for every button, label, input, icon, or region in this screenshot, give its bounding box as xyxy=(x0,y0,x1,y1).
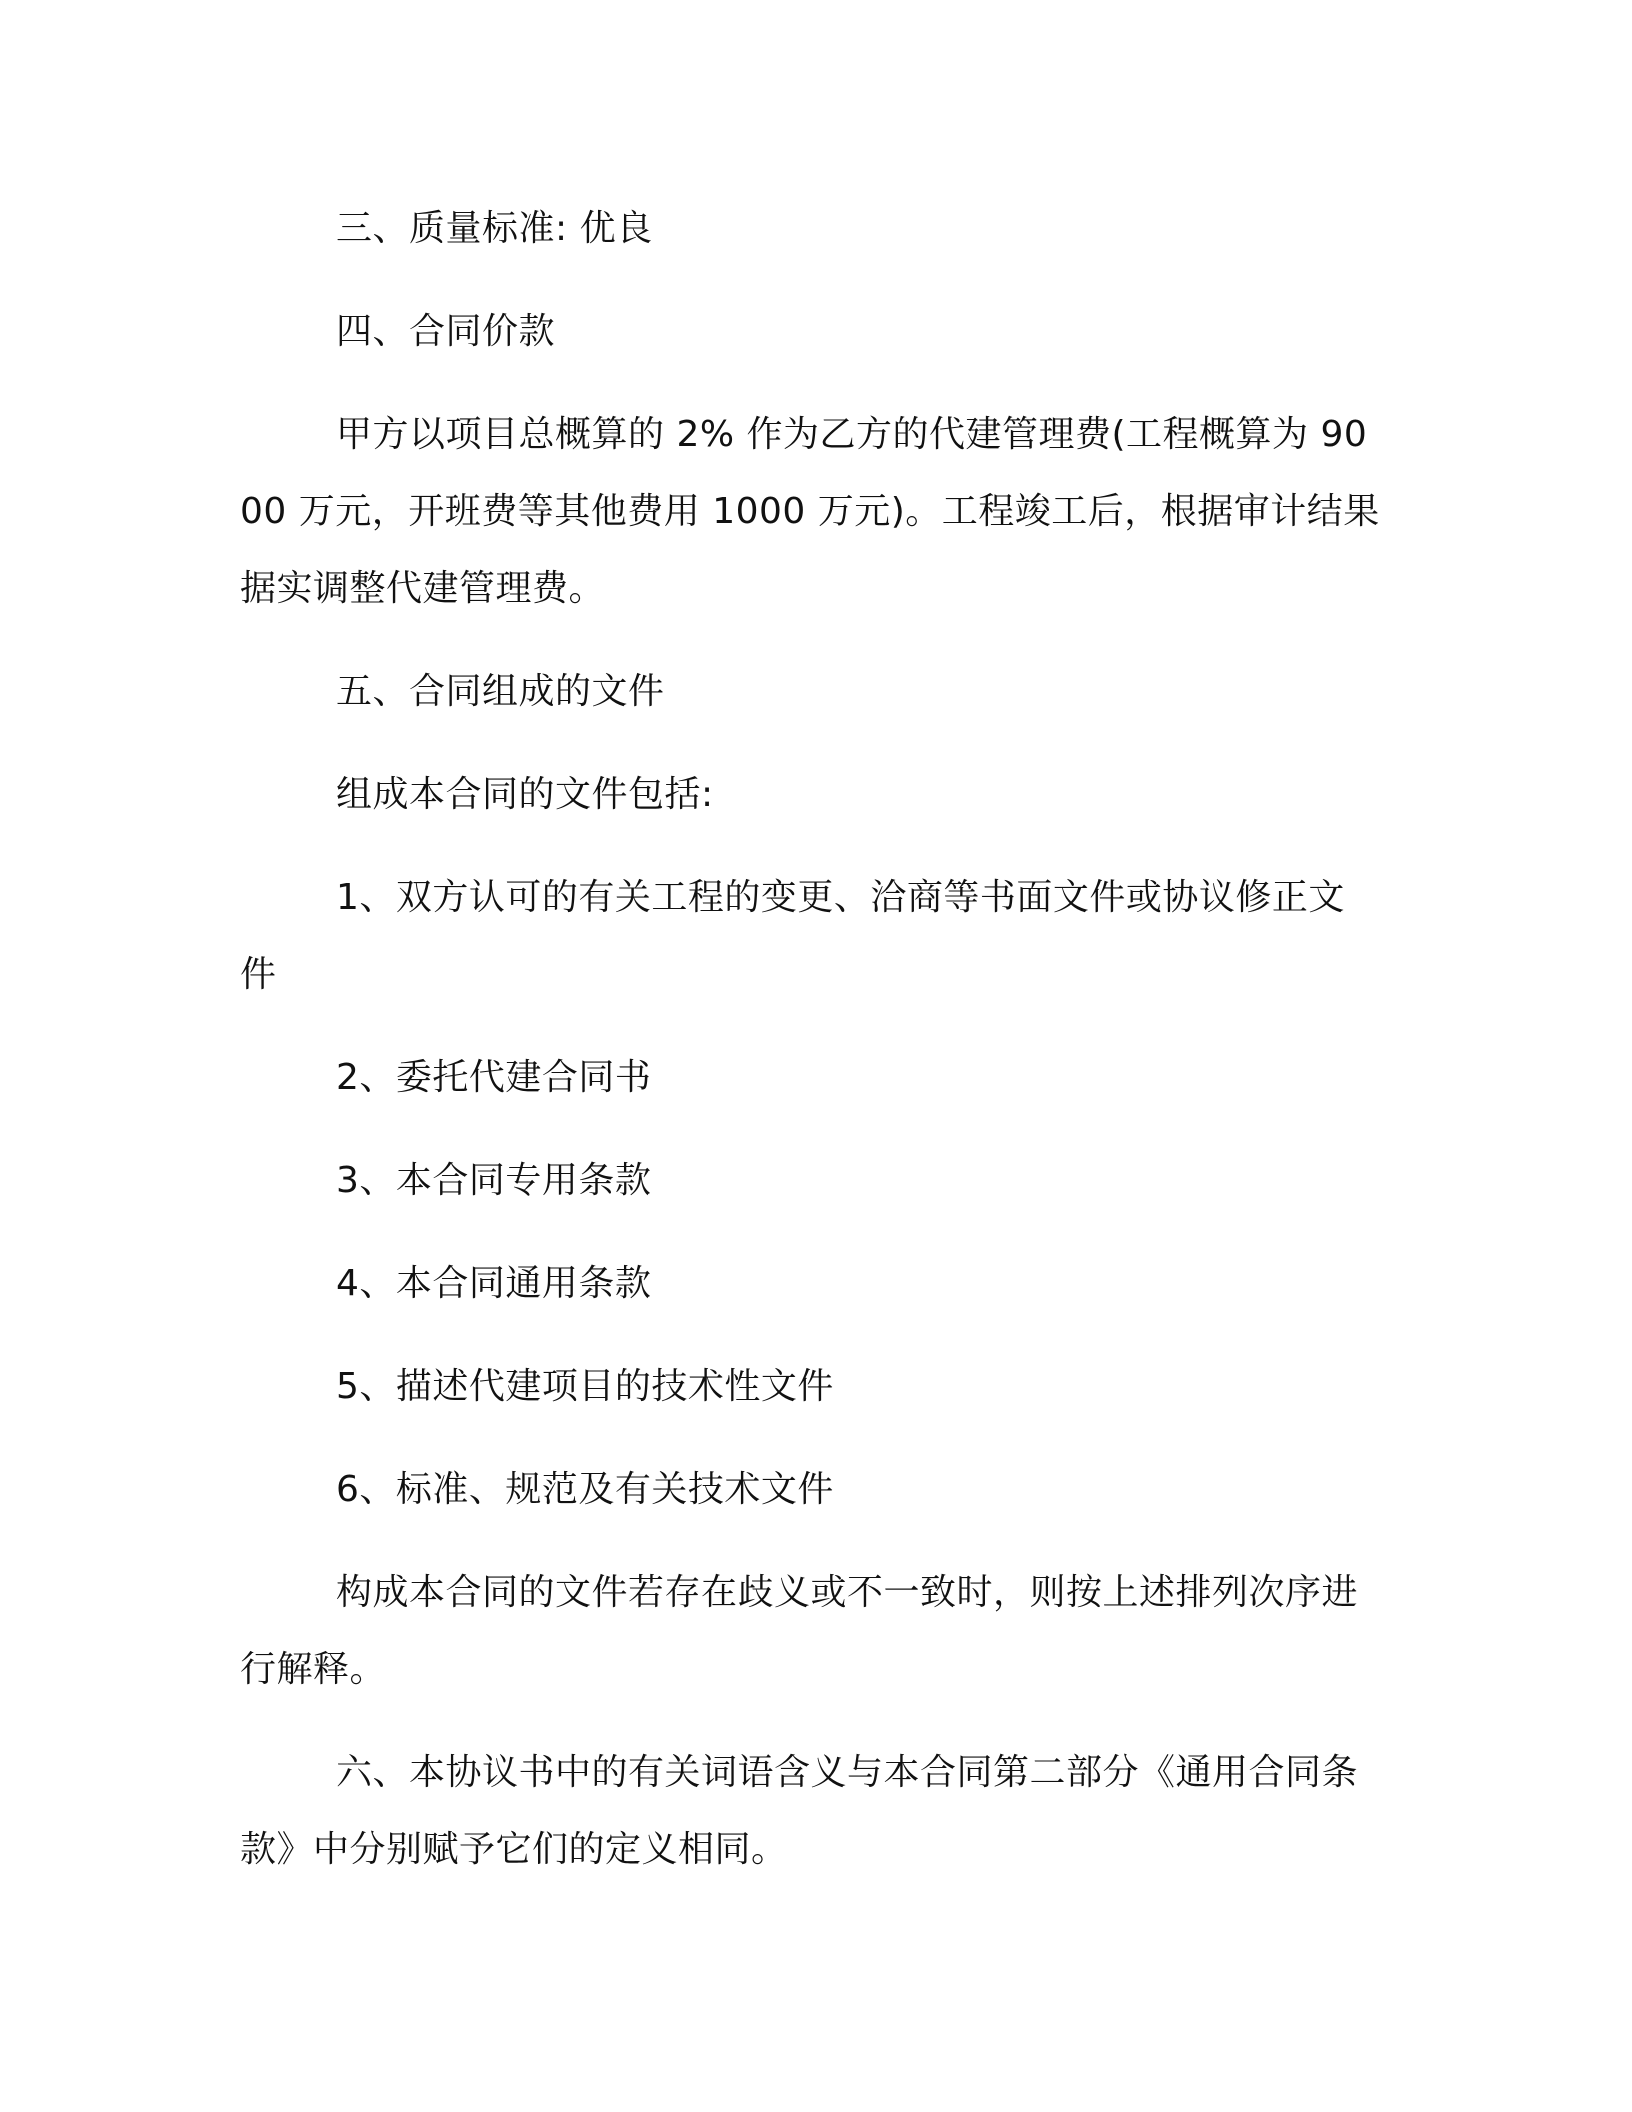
paragraph-spacer xyxy=(240,1219,1380,1245)
section-4-heading: 四、合同价款 xyxy=(336,311,556,352)
paragraph-spacer xyxy=(240,1708,1380,1734)
paragraph-spacer xyxy=(240,730,1380,756)
document-body xyxy=(240,190,1380,1888)
section-5-heading: 五、合同组成的文件 xyxy=(336,671,665,712)
section-3-quality-standard: 三、质量标准: 优良 xyxy=(336,208,653,249)
document-list-item-5: 5、描述代建项目的技术性文件 xyxy=(336,1366,834,1407)
paragraph-spacer xyxy=(240,1528,1380,1554)
paragraph-spacer xyxy=(240,833,1380,859)
contract-price-paragraph: 甲方以项目总概算的 2% 作为乙方的代建管理费(工程概算为 9000 万元，开班费等其他费用 1000 万元)。工程竣工后，根据审计结果据实调整代建管理费。 xyxy=(240,414,1380,609)
document-list-item-3: 3、本合同专用条款 xyxy=(336,1160,652,1201)
document-list-item-2: 2、委托代建合同书 xyxy=(336,1057,652,1098)
paragraph-spacer xyxy=(240,627,1380,653)
document-list-item-1: 1、双方认可的有关工程的变更、洽商等书面文件或协议修正文件 xyxy=(240,877,1345,995)
paragraph-spacer xyxy=(240,1013,1380,1039)
document-list-item-6: 6、标准、规范及有关技术文件 xyxy=(336,1469,834,1510)
interpretation-order-paragraph: 构成本合同的文件若存在歧义或不一致时，则按上述排列次序进行解释。 xyxy=(240,1572,1359,1690)
paragraph-spacer xyxy=(240,1116,1380,1142)
document-list-item-4: 4、本合同通用条款 xyxy=(336,1263,652,1304)
paragraph-spacer xyxy=(240,1425,1380,1451)
section-6-definitions-paragraph: 六、本协议书中的有关词语含义与本合同第二部分《通用合同条款》中分别赋予它们的定义相同。 xyxy=(240,1752,1359,1870)
paragraph-spacer xyxy=(240,1322,1380,1348)
paragraph-spacer xyxy=(240,267,1380,293)
documents-included-intro: 组成本合同的文件包括: xyxy=(336,774,714,815)
paragraph-spacer xyxy=(240,370,1380,396)
